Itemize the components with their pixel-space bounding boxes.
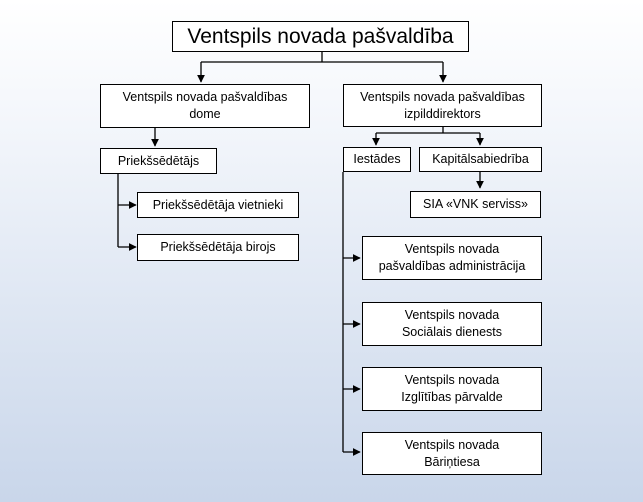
director-box: Ventspils novada pašvaldības izpilddirektors <box>343 84 542 127</box>
dome-box: Ventspils novada pašvaldības dome <box>100 84 310 128</box>
office-box: Priekšsēdētāja birojs <box>137 234 299 261</box>
social-service-box: Ventspils novada Sociālais dienests <box>362 302 542 346</box>
deputies-box: Priekšsēdētāja vietnieki <box>137 192 299 218</box>
education-board-box: Ventspils novada Izglītības pārvalde <box>362 367 542 411</box>
companies-box: Kapitālsabiedrība <box>419 147 542 172</box>
sia-box: SIA «VNK serviss» <box>410 191 541 218</box>
orphans-court-box: Ventspils novada Bāriņtiesa <box>362 432 542 475</box>
administration-box: Ventspils novada pašvaldības administrācija <box>362 236 542 280</box>
root-box: Ventspils novada pašvaldība <box>172 21 469 52</box>
chair-box: Priekšsēdētājs <box>100 148 217 174</box>
institutions-box: Iestādes <box>343 147 411 172</box>
